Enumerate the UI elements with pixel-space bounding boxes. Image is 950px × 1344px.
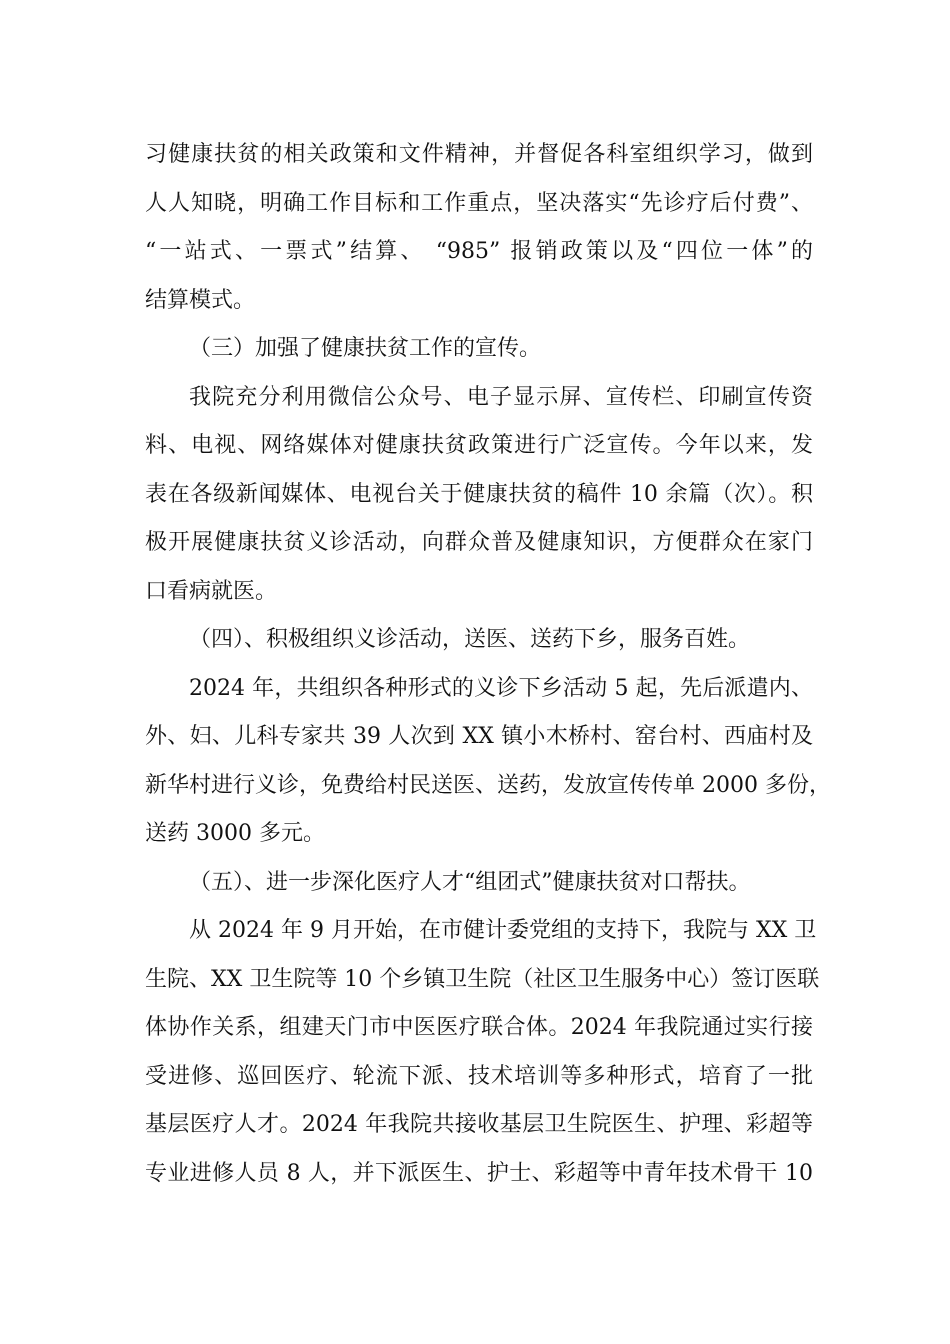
text-line: 新华村进行义诊，免费给村民送医、送药，发放宣传传单 2000 多份， [145, 772, 831, 798]
text-line: 送药 3000 多元。 [145, 821, 325, 846]
section-heading: （四）、积极组织义诊活动，送医、送药下乡，服务百姓。 [189, 627, 751, 652]
text-line: 口看病就医。 [145, 578, 278, 604]
section-heading: （三）加强了健康扶贫工作的宣传。 [189, 336, 542, 361]
text-line: 从 2024 年 9 月开始，在市健计委党组的支持下，我院与 XX 卫 [189, 918, 817, 943]
text-line: “一站式、一票式”结算、 “985” 报销政策以及“四位一体”的 [145, 239, 813, 264]
text-line: 极开展健康扶贫义诊活动，向群众普及健康知识，方便群众在家门 [145, 530, 813, 555]
text-line: 基层医疗人才。2024 年我院共接收基层卫生院医生、护理、彩超等 [145, 1112, 813, 1137]
text-line: 料、电视、网络媒体对健康扶贫政策进行广泛宣传。今年以来，发 [145, 433, 813, 458]
text-line: 体协作关系，组建天门市中医医疗联合体。2024 年我院通过实行接 [145, 1015, 813, 1040]
text-line: 结算模式。 [145, 287, 256, 313]
text-line: 人人知晓，明确工作目标和工作重点，坚决落实“先诊疗后付费”、 [145, 190, 813, 216]
text-line: 我院充分利用微信公众号、电子显示屏、宣传栏、印刷宣传资 [189, 384, 813, 410]
text-line: 2024 年，共组织各种形式的义诊下乡活动 5 起，先后派遣内、 [189, 675, 813, 701]
text-line: 受进修、巡回医疗、轮流下派、技术培训等多种形式，培育了一批 [145, 1063, 813, 1089]
text-line: 专业进修人员 8 人，并下派医生、护士、彩超等中青年技术骨干 10 [145, 1160, 813, 1186]
text-line: 习健康扶贫的相关政策和文件精神，并督促各科室组织学习，做到 [145, 142, 813, 167]
text-line: 外、妇、儿科专家共 39 人次到 XX 镇小木桥村、窑台村、西庙村及 [145, 724, 813, 749]
text-line: 生院、XX 卫生院等 10 个乡镇卫生院（社区卫生服务中心）签订医联 [145, 966, 820, 992]
document-body [145, 131, 831, 1198]
section-heading: （五）、进一步深化医疗人才“组团式”健康扶贫对口帮扶。 [189, 869, 751, 895]
text-line: 表在各级新闻媒体、电视台关于健康扶贫的稿件 10 余篇（次）。积 [145, 481, 813, 507]
